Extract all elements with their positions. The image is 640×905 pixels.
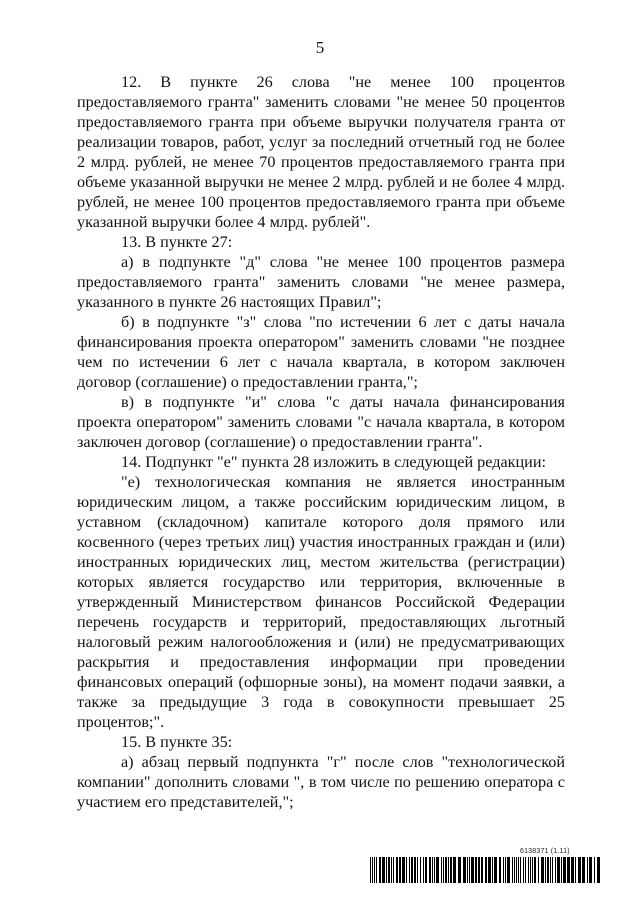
paragraph-13b: б) в подпункте "з" слова "по истечении 6 лет с даты начала финансирования проекта оператором" заменить словами "не позднее чем по истечении 6 лет с начала квартала, в котором заключен договор (соглашение) о предоставлении гранта,"; xyxy=(77,313,565,391)
paragraph-15: 15. В пункте 35: xyxy=(121,733,233,751)
document-body xyxy=(77,72,565,812)
paragraph-14: 14. Подпункт "е" пункта 28 изложить в следующей редакции: xyxy=(121,453,546,471)
paragraph-15a: а) абзац первый подпункта "г" после слов "технологической компании" дополнить словами ", в том числе по решению оператора с участием его представителей,"; xyxy=(77,753,565,811)
paragraph-13: 13. В пункте 27: xyxy=(121,233,233,251)
paragraph-13a: а) в подпункте "д" слова "не менее 100 процентов размера предоставляемого гранта" заменить словами "не менее размера, указанного в пункте 26 настоящих Правил"; xyxy=(77,253,565,311)
paragraph-12: 12. В пункте 26 слова "не менее 100 процентов предоставляемого гранта" заменить словами "не менее 50 процентов предоставляемого гранта при объеме выручки получателя гранта от реализации товаров, работ, услуг за последний отчетный год не более 2 млрд. рублей, не менее 70 процентов предоставляемого гранта при объеме указанной выручки не менее 2 млрд. рублей и не более 4 млрд. рублей, не менее 100 процентов предоставляемого гранта при объеме указанной выручки более 4 млрд. рублей". xyxy=(77,73,565,231)
barcode-image xyxy=(370,857,600,883)
document-code: 6138371 (1.11) xyxy=(520,848,570,855)
paragraph-13c: в) в подпункте "и" слова "с даты начала финансирования проекта оператором" заменить словами "с начала квартала, в котором заключен договор (соглашение) о предоставлении гранта". xyxy=(77,393,565,451)
paragraph-14e: "е) технологическая компания не является иностранным юридическим лицом, а также российским юридическим лицом, в уставном (складочном) капитале которого доля прямого или косвенного (через третьих лиц) участия иностранных граждан и (или) иностранных юридических лиц, местом жительства (регистрации) которых является государство или территория, включенные в утвержденный Министерством финансов Российской Федерации перечень государств и территорий, предоставляющих льготный налоговый режим налогообложения и (или) не предусматривающих раскрытия и предоставления информации при проведении финансовых операций (офшорные зоны), на момент подачи заявки, а также за предыдущие 3 года в совокупности превышает 25 процентов;". xyxy=(77,473,565,731)
page-number: 5 xyxy=(315,38,325,57)
